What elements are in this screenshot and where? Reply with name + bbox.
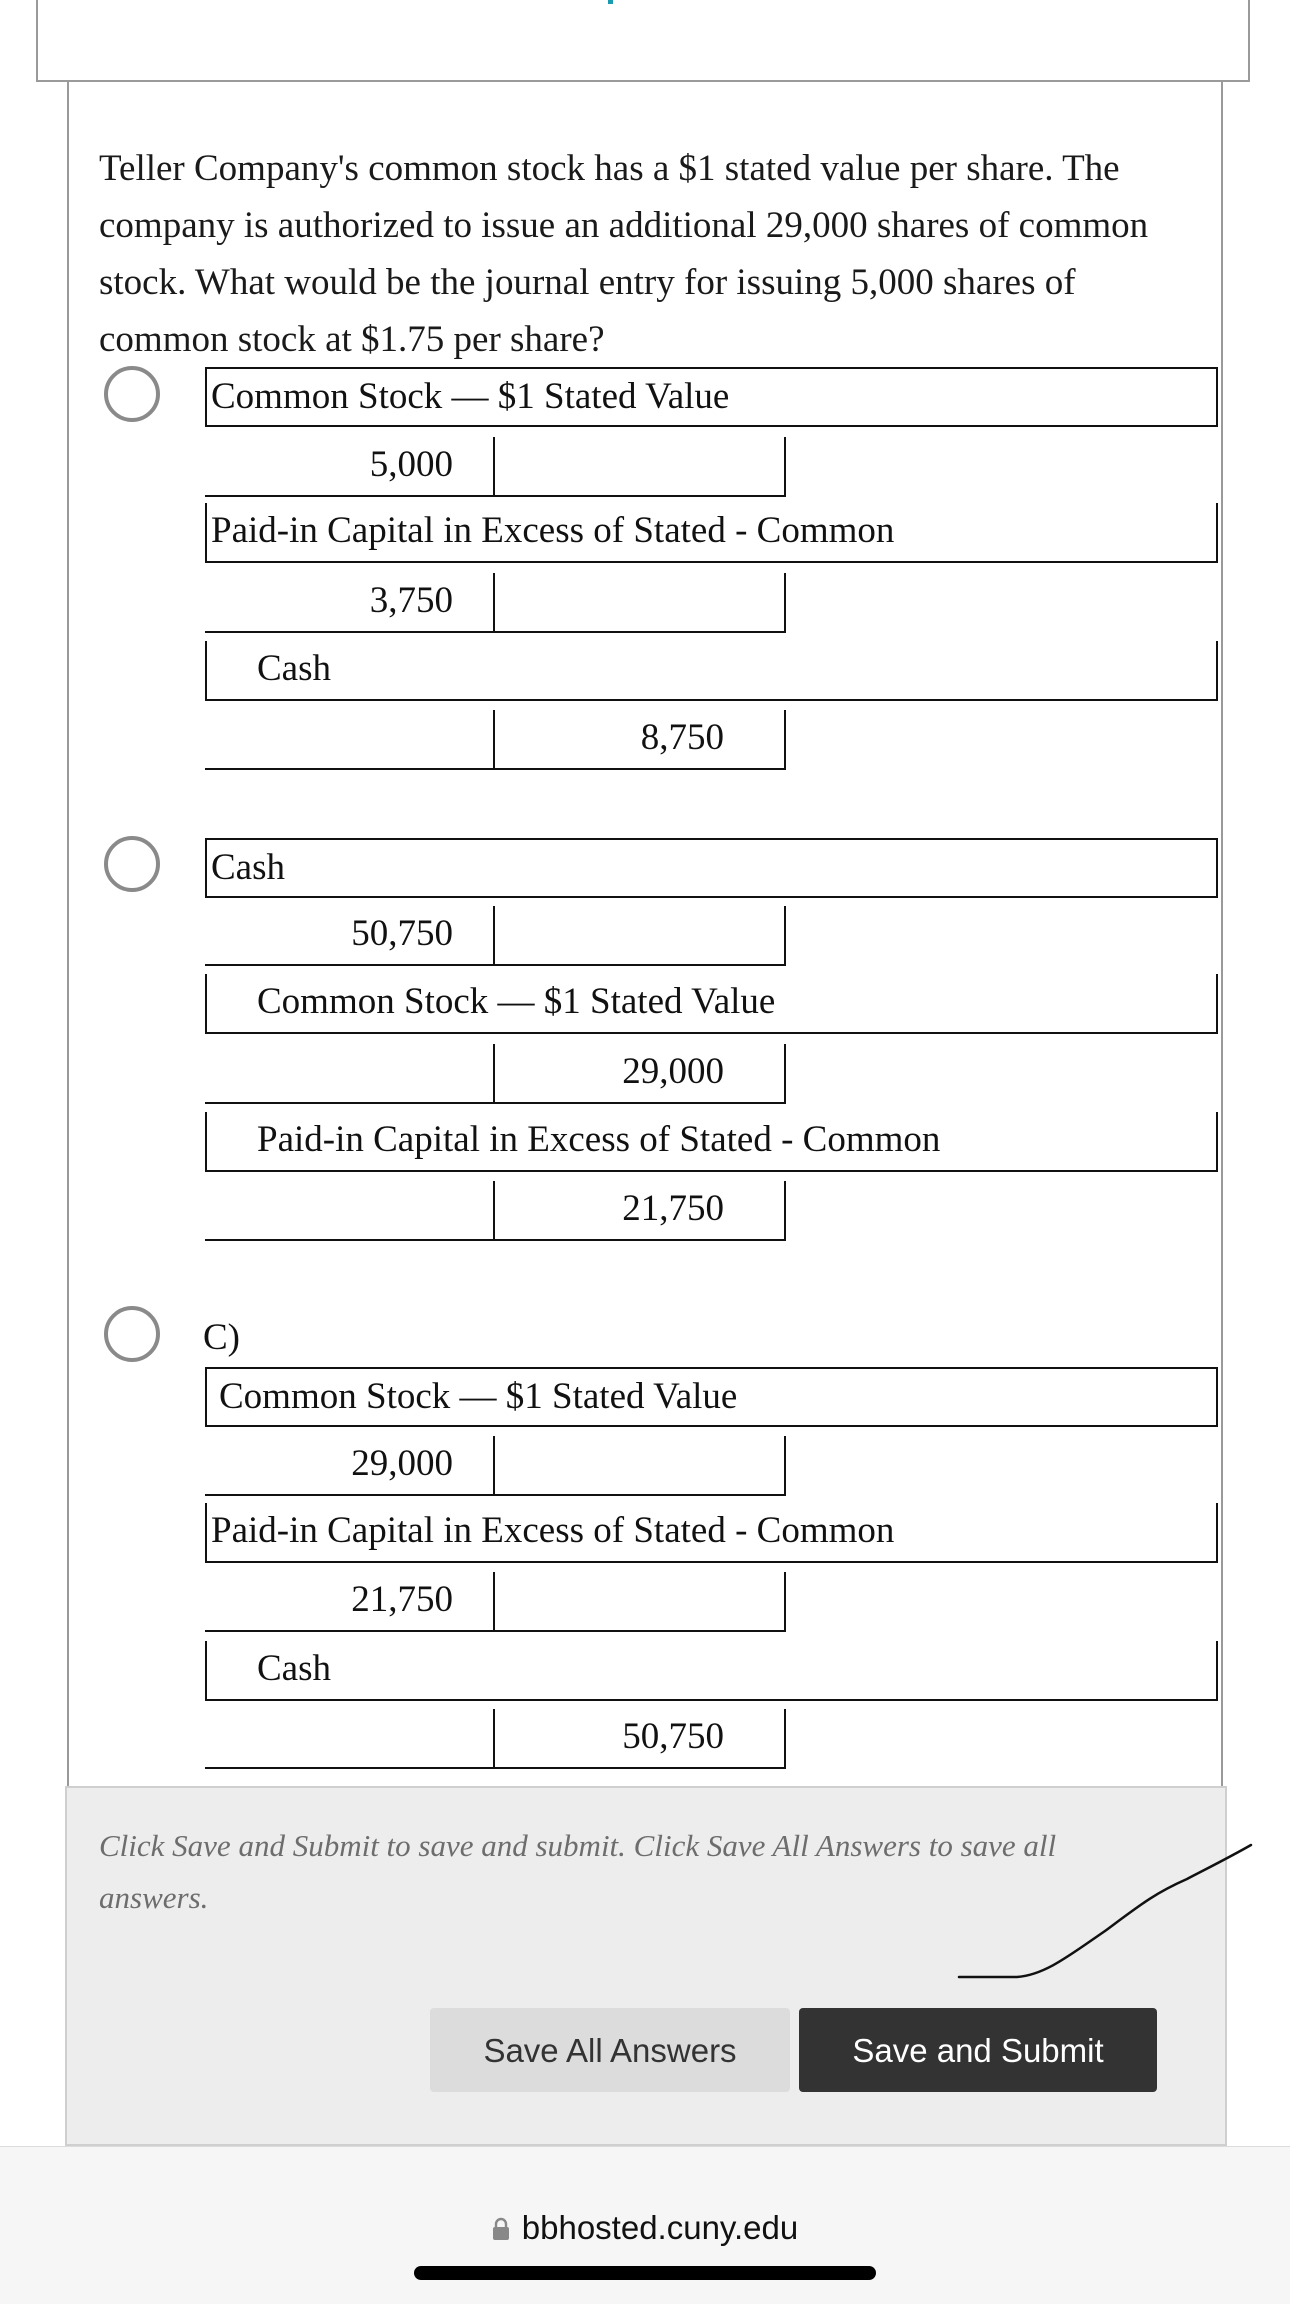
option-1-entry-1-account: Common Stock — $1 Stated Value — [205, 367, 1218, 427]
option-3-radio[interactable] — [104, 1306, 160, 1362]
option-2-entry-1-credit — [493, 906, 786, 966]
save-and-submit-button[interactable]: Save and Submit — [799, 2008, 1157, 2092]
option-1-entry-1-debit: 5,000 — [205, 437, 495, 497]
browser-toolbar — [0, 2146, 1290, 2304]
option-2-entry-3-credit: 21,750 — [493, 1181, 786, 1241]
submit-instructions: Click Save and Submit to save and submit. Click Save All Answers to save all answers. — [99, 1828, 1057, 1915]
address-bar[interactable] — [0, 2209, 1290, 2249]
question-text: Teller Company's common stock has a $1 stated value per share. The company is authorized to issue an additional 29,000 shares of common stock. What would be the journal entry for issuing 5,000 shares of common stock at $1.75 per share? — [99, 148, 1149, 360]
url-text: bbhosted.cuny.edu — [521, 2209, 799, 2246]
option-3-entry-2-account: Paid-in Capital in Excess of Stated - Common — [205, 1503, 1218, 1563]
option-3-entry-1-account: Common Stock — $1 Stated Value — [205, 1367, 1218, 1427]
option-1-entry-2-debit: 3,750 — [205, 573, 495, 633]
pen-stroke-annotation — [955, 1835, 1255, 1985]
option-3-label: C) — [203, 1317, 240, 1358]
option-3-entry-3-debit — [205, 1709, 495, 1769]
option-2-entry-2-credit: 29,000 — [493, 1044, 786, 1104]
option-3-entry-3-credit: 50,750 — [493, 1709, 786, 1769]
option-1-entry-3-account: Cash — [205, 641, 1218, 701]
option-1-entry-1-credit — [493, 437, 786, 497]
option-1-entry-3-debit — [205, 710, 495, 770]
option-2-entry-1-account: Cash — [205, 838, 1218, 898]
option-1-entry-2-credit — [493, 573, 786, 633]
option-2-entry-1-debit: 50,750 — [205, 906, 495, 966]
option-3-entry-1-credit — [493, 1436, 786, 1496]
previous-question-card — [36, 0, 1250, 82]
option-3-entry-2-debit: 21,750 — [205, 1572, 495, 1632]
option-3-entry-2-credit — [493, 1572, 786, 1632]
option-2-radio[interactable] — [104, 836, 160, 892]
option-3-entry-1-debit: 29,000 — [205, 1436, 495, 1496]
home-indicator[interactable] — [414, 2266, 876, 2280]
save-all-answers-button[interactable]: Save All Answers — [430, 2008, 790, 2092]
option-2-entry-2-account: Common Stock — $1 Stated Value — [205, 974, 1218, 1034]
option-2-entry-3-account: Paid-in Capital in Excess of Stated - Common — [205, 1112, 1218, 1172]
option-2-entry-2-debit — [205, 1044, 495, 1104]
option-3-entry-3-account: Cash — [205, 1641, 1218, 1701]
option-1-entry-3-credit: 8,750 — [493, 710, 786, 770]
lock-icon — [492, 2211, 510, 2249]
option-2-entry-3-debit — [205, 1181, 495, 1241]
option-1-radio[interactable] — [104, 366, 160, 422]
option-1-entry-2-account: Paid-in Capital in Excess of Stated - Common — [205, 503, 1218, 563]
card-accent-mark — [608, 0, 613, 4]
